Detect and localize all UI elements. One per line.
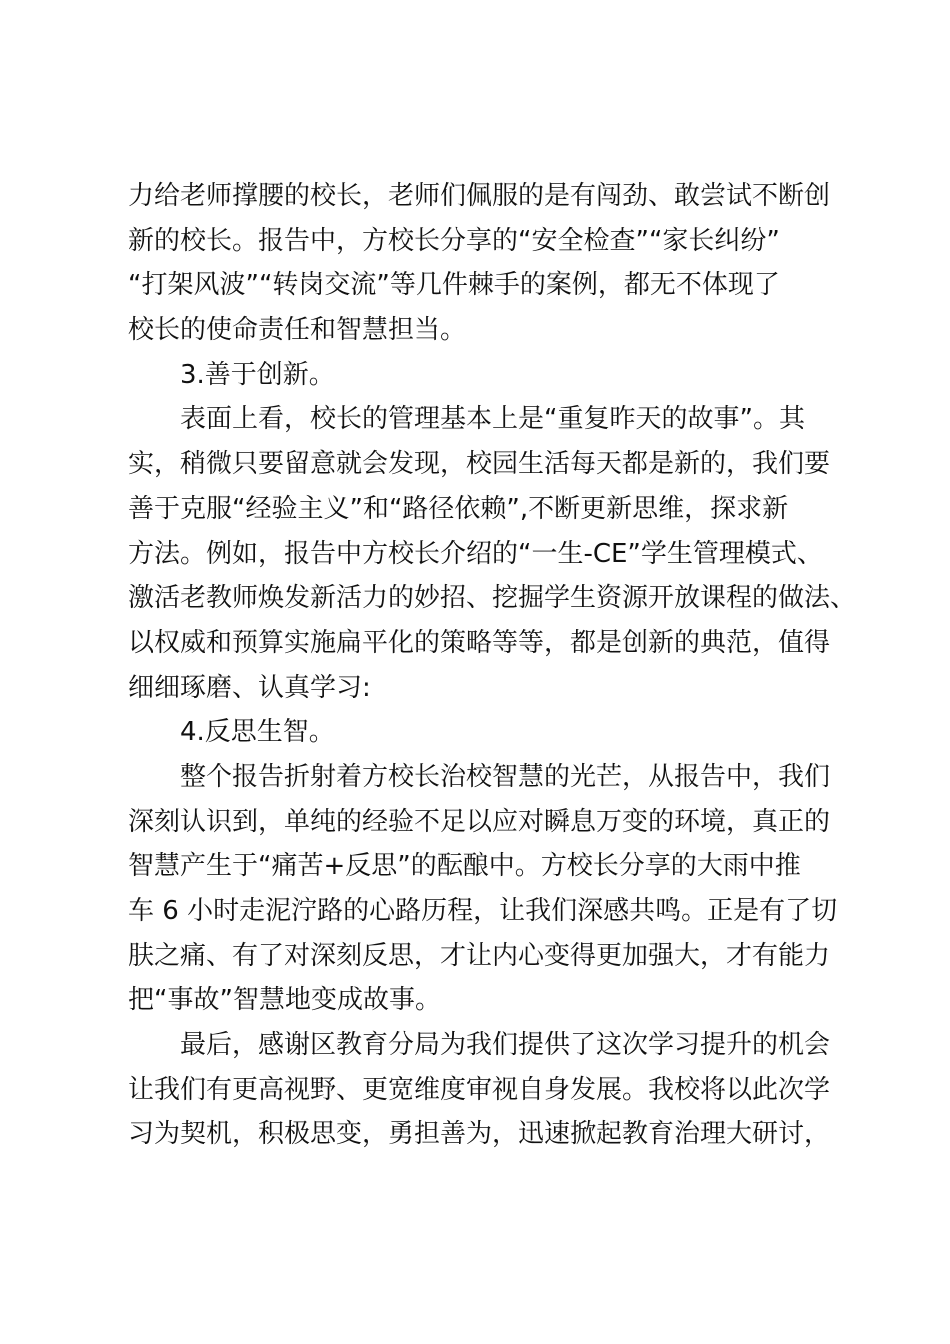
text-line: 让我们有更高视野、更宽维度审视自身发展。我校将以此次学 (128, 1074, 831, 1105)
text-line: 新的校长。报告中，方校长分享的“安全检查”“家长纠纷” (128, 225, 780, 256)
text-line: 把“事故”智慧地变成故事。 (128, 985, 441, 1016)
section-heading: 3.善于创新。 (180, 359, 335, 390)
text-line: 实，稍微只要留意就会发现，校园生活每天都是新的，我们要 (128, 449, 831, 480)
body-text (128, 174, 857, 1157)
text-line: 整个报告折射着方校长治校智慧的光芒，从报告中，我们 (180, 761, 831, 792)
text-line: 智慧产生于“痛苦+反思”的酝酿中。方校长分享的大雨中推 (128, 851, 801, 882)
text-line: 车 6 小时走泥泞路的心路历程，让我们深感共鸣。正是有了切 (128, 896, 838, 926)
text-line: 校长的使命责任和智慧担当。 (128, 315, 467, 346)
text-line: 肤之痛、有了对深刻反思，才让内心变得更加强大，才有能力 (128, 940, 831, 971)
text-line: 最后，感谢区教育分局为我们提供了这次学习提升的机会 (180, 1030, 831, 1061)
text-line: 习为契机，积极思变，勇担善为，迅速掀起教育治理大研讨， (128, 1119, 831, 1150)
text-line: 表面上看，校长的管理基本上是“重复昨天的故事”。其 (180, 404, 805, 435)
text-line: 力给老师撑腰的校长，老师们佩服的是有闯劲、敢尝试不断创 (128, 181, 831, 211)
text-line: 细细琢磨、认真学习: (128, 672, 371, 703)
text-line: 善于克服“经验主义”和“路径依赖”,不断更新思维，探求新 (128, 493, 789, 524)
section-heading: 4.反思生智。 (180, 717, 335, 748)
text-line: 方法。例如，报告中方校长介绍的“一生-CE”学生管理模式、 (128, 538, 823, 569)
text-line: 以权威和预算实施扁平化的策略等等，都是创新的典范，值得 (128, 627, 831, 658)
text-line: 激活老教师焕发新活力的妙招、挖掘学生资源开放课程的做法、 (128, 583, 857, 614)
text-line: “打架风波”“转岗交流”等几件棘手的案例，都无不体现了 (128, 270, 780, 301)
text-line: 深刻认识到，单纯的经验不足以应对瞬息万变的环境，真正的 (128, 806, 831, 837)
